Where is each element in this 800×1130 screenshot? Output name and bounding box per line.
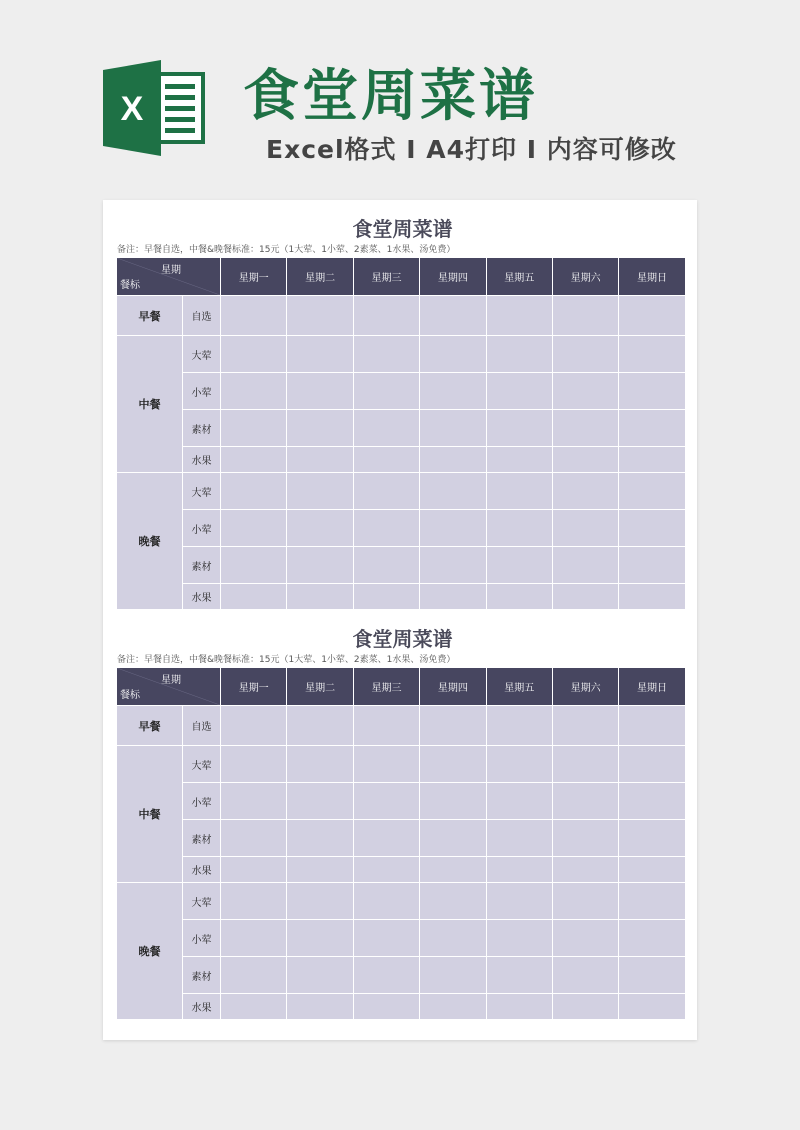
dish-category: 小荤 xyxy=(183,920,221,957)
menu-cell[interactable] xyxy=(486,473,552,510)
menu-cell[interactable] xyxy=(420,857,486,883)
menu-cell[interactable] xyxy=(552,473,618,510)
dish-category: 大荤 xyxy=(183,473,221,510)
day-header: 星期四 xyxy=(420,668,486,706)
table-row xyxy=(117,510,686,547)
menu-cell[interactable] xyxy=(221,706,287,746)
menu-cell[interactable] xyxy=(420,373,486,410)
menu-cell[interactable] xyxy=(353,920,419,957)
menu-cell[interactable] xyxy=(420,547,486,584)
day-header: 星期四 xyxy=(420,258,486,296)
meal-label: 早餐 xyxy=(117,296,183,336)
menu-cell[interactable] xyxy=(420,783,486,820)
menu-cell[interactable] xyxy=(552,920,618,957)
table-row xyxy=(117,336,686,373)
menu-cell[interactable] xyxy=(420,584,486,610)
menu-cell[interactable] xyxy=(353,957,419,994)
menu-cell[interactable] xyxy=(420,746,486,783)
menu-cell[interactable] xyxy=(353,447,419,473)
menu-cell[interactable] xyxy=(420,473,486,510)
sheet-note: 备注：早餐自选，中餐&晚餐标准：15元（1大荤、1小荤、2素菜、1水果、汤免费） xyxy=(117,655,456,665)
menu-cell[interactable] xyxy=(221,994,287,1020)
menu-cell[interactable] xyxy=(552,410,618,447)
menu-cell[interactable] xyxy=(221,336,287,373)
day-header: 星期六 xyxy=(552,668,618,706)
dish-category: 素材 xyxy=(183,820,221,857)
menu-cell[interactable] xyxy=(221,957,287,994)
menu-cell[interactable] xyxy=(486,584,552,610)
dish-category: 素材 xyxy=(183,547,221,584)
menu-cell[interactable] xyxy=(552,706,618,746)
paper-sheet xyxy=(103,200,697,1040)
meal-label: 晚餐 xyxy=(117,473,183,610)
corner-label-weekday: 星期 xyxy=(161,675,181,686)
table-row xyxy=(117,883,686,920)
menu-cell[interactable] xyxy=(221,746,287,783)
menu-cell[interactable] xyxy=(619,883,685,920)
menu-cell[interactable] xyxy=(287,746,353,783)
dish-category: 小荤 xyxy=(183,783,221,820)
menu-cell[interactable] xyxy=(353,584,419,610)
table-row xyxy=(117,410,686,447)
menu-cell[interactable] xyxy=(486,510,552,547)
day-header: 星期一 xyxy=(221,258,287,296)
menu-cell[interactable] xyxy=(486,336,552,373)
menu-cell[interactable] xyxy=(552,447,618,473)
menu-cell[interactable] xyxy=(486,296,552,336)
menu-cell[interactable] xyxy=(420,410,486,447)
menu-cell[interactable] xyxy=(353,373,419,410)
table-row xyxy=(117,746,686,783)
day-header: 星期三 xyxy=(353,668,419,706)
menu-cell[interactable] xyxy=(353,547,419,584)
corner-label-meal-standard: 餐标 xyxy=(120,690,140,701)
menu-cell[interactable] xyxy=(486,547,552,584)
menu-cell[interactable] xyxy=(420,920,486,957)
menu-cell[interactable] xyxy=(287,547,353,584)
day-header: 星期二 xyxy=(287,668,353,706)
day-header: 星期三 xyxy=(353,258,419,296)
menu-cell[interactable] xyxy=(552,783,618,820)
menu-cell[interactable] xyxy=(221,883,287,920)
menu-cell[interactable] xyxy=(287,957,353,994)
menu-cell[interactable] xyxy=(221,820,287,857)
menu-cell[interactable] xyxy=(552,584,618,610)
menu-cell[interactable] xyxy=(619,857,685,883)
menu-cell[interactable] xyxy=(353,746,419,783)
sheet-note: 备注：早餐自选，中餐&晚餐标准：15元（1大荤、1小荤、2素菜、1水果、汤免费） xyxy=(117,245,456,255)
dish-category: 素材 xyxy=(183,957,221,994)
dish-category: 自选 xyxy=(183,706,221,746)
dish-category: 大荤 xyxy=(183,336,221,373)
banner-subtitle: Excel格式 I A4打印 I 内容可修改 xyxy=(266,135,677,164)
menu-cell[interactable] xyxy=(619,373,685,410)
dish-category: 水果 xyxy=(183,857,221,883)
menu-cell[interactable] xyxy=(353,883,419,920)
menu-cell[interactable] xyxy=(420,883,486,920)
menu-cell[interactable] xyxy=(287,410,353,447)
menu-cell[interactable] xyxy=(420,296,486,336)
table-row xyxy=(117,957,686,994)
menu-cell[interactable] xyxy=(552,994,618,1020)
menu-cell[interactable] xyxy=(420,994,486,1020)
dish-category: 小荤 xyxy=(183,373,221,410)
table-row xyxy=(117,373,686,410)
menu-cell[interactable] xyxy=(221,547,287,584)
menu-cell[interactable] xyxy=(486,994,552,1020)
dish-category: 水果 xyxy=(183,994,221,1020)
menu-cell[interactable] xyxy=(221,447,287,473)
menu-cell[interactable] xyxy=(486,706,552,746)
menu-cell[interactable] xyxy=(221,857,287,883)
menu-cell[interactable] xyxy=(287,994,353,1020)
menu-cell[interactable] xyxy=(221,473,287,510)
menu-table xyxy=(116,257,686,610)
menu-cell[interactable] xyxy=(353,783,419,820)
dish-category: 小荤 xyxy=(183,510,221,547)
menu-cell[interactable] xyxy=(619,410,685,447)
menu-cell[interactable] xyxy=(287,336,353,373)
menu-cell[interactable] xyxy=(287,473,353,510)
menu-cell[interactable] xyxy=(287,920,353,957)
menu-cell[interactable] xyxy=(486,746,552,783)
menu-cell[interactable] xyxy=(619,746,685,783)
banner-title: 食堂周菜谱 xyxy=(243,64,538,129)
menu-cell[interactable] xyxy=(619,336,685,373)
table-row xyxy=(117,473,686,510)
meal-label: 晚餐 xyxy=(117,883,183,1020)
menu-cell[interactable] xyxy=(486,920,552,957)
menu-cell[interactable] xyxy=(287,706,353,746)
dish-category: 水果 xyxy=(183,447,221,473)
menu-cell[interactable] xyxy=(619,783,685,820)
header-corner xyxy=(117,668,221,706)
menu-cell[interactable] xyxy=(221,373,287,410)
menu-cell[interactable] xyxy=(420,336,486,373)
menu-cell[interactable] xyxy=(221,510,287,547)
menu-cell[interactable] xyxy=(619,820,685,857)
menu-cell[interactable] xyxy=(619,547,685,584)
menu-cell[interactable] xyxy=(552,510,618,547)
menu-cell[interactable] xyxy=(552,820,618,857)
menu-cell[interactable] xyxy=(486,957,552,994)
dish-category: 自选 xyxy=(183,296,221,336)
table-row xyxy=(117,296,686,336)
menu-cell[interactable] xyxy=(287,820,353,857)
day-header: 星期六 xyxy=(552,258,618,296)
meal-label: 早餐 xyxy=(117,706,183,746)
menu-cell[interactable] xyxy=(221,296,287,336)
menu-cell[interactable] xyxy=(353,336,419,373)
menu-cell[interactable] xyxy=(552,957,618,994)
menu-cell[interactable] xyxy=(353,296,419,336)
menu-cell[interactable] xyxy=(552,373,618,410)
menu-cell[interactable] xyxy=(353,706,419,746)
menu-cell[interactable] xyxy=(353,820,419,857)
table-row xyxy=(117,857,686,883)
dish-category: 大荤 xyxy=(183,883,221,920)
sheet-title: 食堂周菜谱 xyxy=(352,217,453,241)
table-row xyxy=(117,920,686,957)
menu-cell[interactable] xyxy=(287,296,353,336)
menu-cell[interactable] xyxy=(619,994,685,1020)
menu-cell[interactable] xyxy=(420,957,486,994)
day-header: 星期五 xyxy=(486,668,552,706)
day-header: 星期日 xyxy=(619,668,685,706)
menu-cell[interactable] xyxy=(287,857,353,883)
corner-label-meal-standard: 餐标 xyxy=(120,280,140,291)
logo-letter: X xyxy=(120,90,144,128)
menu-cell[interactable] xyxy=(486,783,552,820)
sheet-title: 食堂周菜谱 xyxy=(352,627,453,651)
dish-category: 大荤 xyxy=(183,746,221,783)
table-row xyxy=(117,547,686,584)
menu-cell[interactable] xyxy=(420,820,486,857)
menu-cell[interactable] xyxy=(486,883,552,920)
table-row xyxy=(117,447,686,473)
menu-cell[interactable] xyxy=(486,373,552,410)
menu-cell[interactable] xyxy=(486,410,552,447)
menu-cell[interactable] xyxy=(221,920,287,957)
menu-cell[interactable] xyxy=(287,510,353,547)
menu-cell[interactable] xyxy=(552,336,618,373)
menu-cell[interactable] xyxy=(619,296,685,336)
menu-cell[interactable] xyxy=(619,706,685,746)
table-row xyxy=(117,584,686,610)
menu-cell[interactable] xyxy=(221,783,287,820)
day-header: 星期二 xyxy=(287,258,353,296)
menu-cell[interactable] xyxy=(619,920,685,957)
menu-cell[interactable] xyxy=(420,706,486,746)
table-row xyxy=(117,706,686,746)
table-row xyxy=(117,820,686,857)
table-row xyxy=(117,783,686,820)
day-header: 星期一 xyxy=(221,668,287,706)
menu-sheet xyxy=(116,215,689,610)
menu-cell[interactable] xyxy=(287,447,353,473)
menu-cell[interactable] xyxy=(486,820,552,857)
menu-cell[interactable] xyxy=(552,883,618,920)
menu-cell[interactable] xyxy=(287,783,353,820)
menu-cell[interactable] xyxy=(619,447,685,473)
menu-cell[interactable] xyxy=(619,510,685,547)
menu-cell[interactable] xyxy=(552,547,618,584)
menu-table xyxy=(116,667,686,1020)
menu-cell[interactable] xyxy=(287,883,353,920)
menu-cell[interactable] xyxy=(353,510,419,547)
menu-cell[interactable] xyxy=(221,410,287,447)
menu-cell[interactable] xyxy=(552,746,618,783)
menu-cell[interactable] xyxy=(486,857,552,883)
menu-cell[interactable] xyxy=(353,857,419,883)
menu-cell[interactable] xyxy=(353,994,419,1020)
menu-cell[interactable] xyxy=(353,410,419,447)
table-row xyxy=(117,994,686,1020)
header-corner xyxy=(117,258,221,296)
menu-cell[interactable] xyxy=(420,510,486,547)
day-header: 星期五 xyxy=(486,258,552,296)
day-header: 星期日 xyxy=(619,258,685,296)
menu-cell[interactable] xyxy=(619,584,685,610)
menu-cell[interactable] xyxy=(486,447,552,473)
menu-sheet xyxy=(116,625,689,1020)
menu-cell[interactable] xyxy=(619,957,685,994)
menu-cell[interactable] xyxy=(619,473,685,510)
menu-cell[interactable] xyxy=(287,373,353,410)
menu-cell[interactable] xyxy=(287,584,353,610)
dish-category: 素材 xyxy=(183,410,221,447)
menu-cell[interactable] xyxy=(420,447,486,473)
dish-category: 水果 xyxy=(183,584,221,610)
menu-cell[interactable] xyxy=(353,473,419,510)
meal-label: 中餐 xyxy=(117,746,183,883)
menu-cell[interactable] xyxy=(552,296,618,336)
excel-logo-icon xyxy=(103,60,207,156)
menu-cell[interactable] xyxy=(221,584,287,610)
meal-label: 中餐 xyxy=(117,336,183,473)
corner-label-weekday: 星期 xyxy=(161,265,181,276)
menu-cell[interactable] xyxy=(552,857,618,883)
